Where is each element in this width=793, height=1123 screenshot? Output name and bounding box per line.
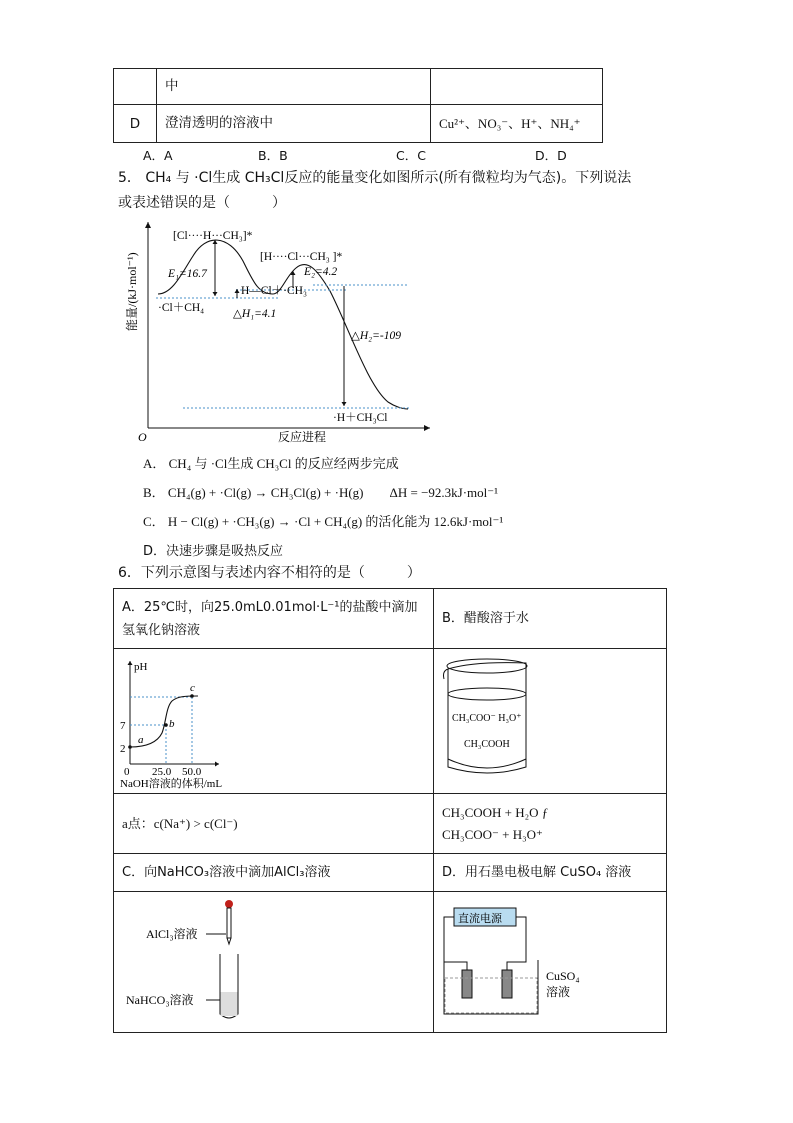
beaker-ions: CH₃COO⁻ H₃O⁺ <box>452 713 522 724</box>
x-axis-label: 反应进程 <box>278 430 327 444</box>
q6-b-title-cell[interactable] <box>434 589 667 649</box>
beaker-figure <box>434 649 666 789</box>
beaker-molecule: CH₃COOH <box>464 739 510 750</box>
titration-xlabel: NaOH溶液的体积/mL <box>120 778 223 789</box>
point-b: b <box>169 718 175 730</box>
q6-d-title: D．用石墨电极电解 CuSO₄ 溶液 <box>442 865 632 880</box>
titration-chart <box>114 649 433 789</box>
xtick-50: 50.0 <box>182 766 202 778</box>
q4-ions-d <box>431 105 603 143</box>
q6-b-figure-cell <box>434 649 667 794</box>
q6-c-title-cell[interactable] <box>114 854 434 892</box>
solution-label: 溶液 <box>546 985 571 999</box>
test-tube-figure <box>114 892 433 1028</box>
cuso4-label: CuSO₄ <box>546 969 580 983</box>
q4-cell-cont <box>157 69 431 105</box>
q5-option-d[interactable]: D．决速步骤是吸热反应 <box>143 544 284 559</box>
q6-c-figure-cell <box>114 892 434 1033</box>
q4-cell-empty2 <box>431 69 603 105</box>
electrolysis-figure <box>434 892 666 1028</box>
q6-stem: 6．下列示意图与表述内容不相符的是（ ） <box>118 565 421 581</box>
q4-cont-text: 中 <box>165 78 179 94</box>
origin-0: 0 <box>124 766 130 778</box>
ytick-7: 7 <box>120 720 126 732</box>
q4-option-a[interactable]: A．A <box>143 148 173 163</box>
q4-option-d[interactable]: D．D <box>535 148 567 163</box>
q4-option-b[interactable]: B．B <box>258 148 288 163</box>
q5-stem-line1: 5． CH₄ 与 ·Cl生成 CH₃Cl反应的能量变化如图所示(所有微粒均为气态)。下列说法 <box>118 170 632 186</box>
q6-b-desc-1: CH₃COOH + H₂O ƒ <box>442 804 549 820</box>
ts2-label: [H····Cl···CH₃ ]* <box>260 251 343 263</box>
reactants-label: ·Cl＋CH₄ <box>158 302 205 314</box>
q6-a-title: A．25℃时，向25.0mL0.01mol·L⁻¹的盐酸中滴加氢氧化钠溶液 <box>122 599 418 638</box>
e2-label: E₂=4.2 <box>304 266 338 278</box>
intermediate-label: H—Cl＋·CH₃ <box>241 285 307 297</box>
ph-label: pH <box>134 661 148 673</box>
q6-b-desc-2: CH₃COO⁻ + H₃O⁺ <box>442 826 543 842</box>
origin-label: O <box>138 430 147 444</box>
q6-c-title: C．向NaHCO₃溶液中滴加AlCl₃溶液 <box>122 865 331 880</box>
q6-a-title-cell[interactable] <box>114 589 434 649</box>
power-label: 直流电源 <box>458 912 502 925</box>
q5-stem-line2: 或表述错误的是（ ） <box>118 195 286 211</box>
dh1-label: △H₁=4.1 <box>233 308 277 320</box>
q6-b-title: B．醋酸溶于水 <box>442 611 529 626</box>
q4-label-d: D <box>114 105 157 143</box>
q5-option-a[interactable]: A． CH₄ 与 ·Cl生成 CH₃Cl 的反应经两步完成 <box>143 456 399 471</box>
q6-a-desc-cell <box>114 794 434 854</box>
products-label: ·H＋CH₃Cl <box>333 412 388 424</box>
q6-b-desc-cell <box>434 794 667 854</box>
dropper-bulb <box>225 900 233 908</box>
q6-a-figure-cell <box>114 649 434 794</box>
q5-option-c[interactable]: C． H − Cl(g) + ·CH₃(g) → ·Cl + CH₄(g) 的活化能为 12.6kJ·mol⁻¹ <box>143 514 504 529</box>
e1-label: E₁=16.7 <box>168 268 207 280</box>
xtick-25: 25.0 <box>152 766 172 778</box>
q4-option-c[interactable]: C．C <box>396 148 426 163</box>
nahco3-label: NaHCO₃溶液 <box>126 993 194 1007</box>
point-c: c <box>190 682 195 694</box>
q4-cell-empty <box>114 69 157 105</box>
q6-d-title-cell[interactable] <box>434 854 667 892</box>
alcl3-label: AlCl₃溶液 <box>146 927 198 941</box>
q5-energy-diagram <box>118 216 448 446</box>
point-a: a <box>138 734 144 746</box>
q6-a-desc: a点：c(Na⁺) > c(Cl⁻) <box>122 816 238 831</box>
q6-d-figure-cell <box>434 892 667 1033</box>
q4-ions-text: Cu²⁺、NO₃⁻、H⁺、NH₄⁺ <box>439 116 581 131</box>
q5-option-b[interactable]: B． CH₄(g) + ·Cl(g) → CH₃Cl(g) + ·H(g) ΔH = −92.3kJ·mol⁻¹ <box>143 485 499 500</box>
q4-table <box>113 68 603 143</box>
y-axis-label: 能量/(kJ·mol⁻¹) <box>125 252 139 331</box>
q4-condition-text: 澄清透明的溶液中 <box>165 115 273 131</box>
ytick-2: 2 <box>120 743 126 755</box>
dh2-label: △H₂=-109 <box>351 330 401 342</box>
energy-curve <box>158 240 408 409</box>
ts1-label: [Cl····H···CH₃]* <box>173 230 253 242</box>
q6-table <box>113 588 667 1033</box>
q4-condition-d <box>157 105 431 143</box>
